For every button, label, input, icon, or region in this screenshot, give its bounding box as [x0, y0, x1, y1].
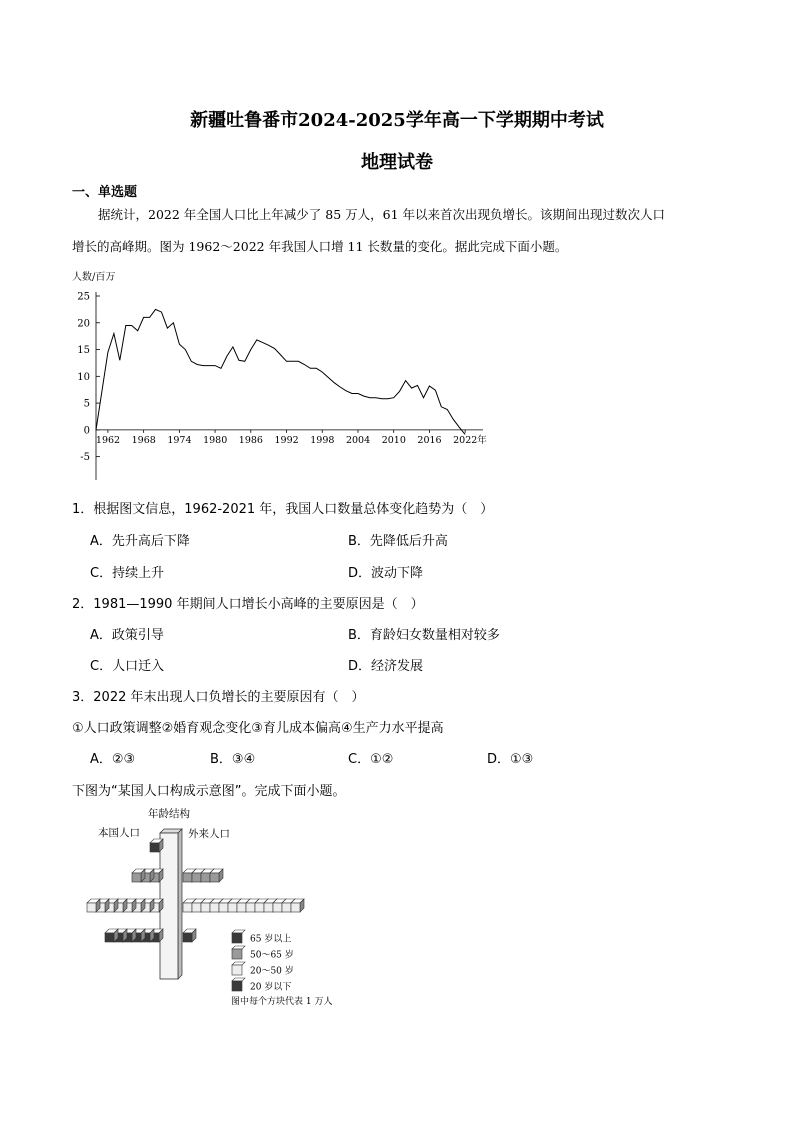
legend-label: 20 岁以下: [250, 982, 292, 993]
question-3-statements: ①人口政策调整②婚育观念变化③育儿成本偏高④生产力水平提高: [72, 721, 444, 736]
x-tick-label: 1992: [274, 434, 299, 446]
x-tick-label: 1980: [203, 434, 228, 446]
y-tick-label: 25: [77, 291, 90, 303]
y-tick-label: 10: [77, 371, 90, 383]
question-1-option-a[interactable]: A．先升高后下降: [90, 534, 190, 549]
chart-plot-area: [72, 270, 487, 480]
question-3-option-b[interactable]: B．③④: [210, 752, 256, 767]
native-block: [87, 899, 100, 912]
page-title: 新疆吐鲁番市2024-2025学年高一下学期期中考试: [190, 110, 604, 131]
native-block: [150, 839, 163, 852]
legend-swatch-top: [232, 962, 245, 965]
intro-line-1: 据统计，2022 年全国人口比上年减少了 85 万人，61 年以来首次出现负增长。该期间出现过数次人口: [98, 207, 666, 222]
legend-swatch-top: [232, 946, 245, 949]
y-tick-label: -5: [80, 452, 90, 464]
legend-label: 20～50 岁: [250, 966, 294, 977]
question-1-option-b[interactable]: B．先降低后升高: [348, 534, 448, 549]
figure-2-intro: 下图为“某国人口构成示意图”。完成下面小题。: [72, 784, 346, 799]
x-tick-label: 1962: [95, 434, 121, 446]
page-subtitle: 地理试卷: [361, 152, 433, 173]
question-1-option-d[interactable]: D．波动下降: [348, 566, 424, 581]
legend-label: 65 岁以上: [250, 934, 292, 945]
question-1-stem: 1．根据图文信息，1962-2021 年，我国人口数量总体变化趋势为（ ）: [72, 502, 494, 517]
foreign-block: [183, 929, 196, 942]
age-structure-axis-title: 年龄结构: [148, 808, 190, 820]
legend-swatch-top: [232, 930, 245, 933]
x-tick-label: 2004: [345, 434, 371, 446]
native-block: [105, 929, 118, 942]
y-tick-label: 5: [83, 398, 90, 410]
question-1-option-c[interactable]: C．持续上升: [90, 566, 165, 581]
population-growth-line: [96, 309, 465, 434]
x-tick-label: 1968: [131, 434, 156, 446]
native-population-label: 本国人口: [98, 827, 140, 839]
legend-label: 50～65 岁: [250, 950, 294, 961]
native-block: [132, 869, 145, 882]
section-heading: 一、单选题: [72, 185, 138, 200]
y-tick-label: 0: [83, 425, 90, 437]
legend-swatch-top: [232, 978, 245, 981]
figure-legend: [232, 930, 294, 993]
question-3-option-d[interactable]: D．①③: [487, 752, 534, 767]
figure-note: 图中每个方块代表 1 万人: [231, 997, 333, 1007]
question-2-stem: 2．1981—1990 年期间人口增长小高峰的主要原因是（ ）: [72, 597, 424, 612]
x-tick-label: 1974: [167, 434, 192, 446]
y-axis-label: 人数/百万: [72, 272, 116, 283]
question-2-option-c[interactable]: C．人口迁入: [90, 659, 165, 674]
question-2-option-b[interactable]: B．育龄妇女数量相对较多: [348, 628, 500, 643]
x-tick-label: 2016: [417, 434, 442, 446]
foreign-block: [210, 869, 223, 882]
population-growth-chart: [68, 266, 508, 482]
foreign-population-label: 外来人口: [188, 828, 230, 840]
legend-swatch: [232, 933, 242, 943]
question-2-option-d[interactable]: D．经济发展: [348, 659, 424, 674]
x-tick-label: 1986: [238, 434, 263, 446]
legend-swatch: [232, 981, 242, 991]
y-tick-label: 15: [77, 345, 90, 357]
legend-swatch: [232, 949, 242, 959]
x-tick-label: 2022年: [453, 434, 487, 446]
population-composition-figure: [70, 803, 415, 1011]
foreign-block: [291, 899, 304, 912]
intro-line-2: 增长的高峰期。图为 1962～2022 年我国人口增 11 长数量的变化。据此完成下面小题。: [72, 239, 568, 254]
question-3-stem: 3．2022 年末出现人口负增长的主要原因有（ ）: [72, 690, 365, 705]
question-3-option-c[interactable]: C．①②: [348, 752, 394, 767]
x-tick-label: 1998: [310, 434, 335, 446]
y-tick-label: 20: [77, 318, 90, 330]
legend-swatch: [232, 965, 242, 975]
axis-bar-side: [178, 829, 182, 979]
question-3-option-a[interactable]: A．②③: [90, 752, 136, 767]
question-2-option-a[interactable]: A．政策引导: [90, 628, 164, 643]
x-tick-label: 2010: [381, 434, 406, 446]
